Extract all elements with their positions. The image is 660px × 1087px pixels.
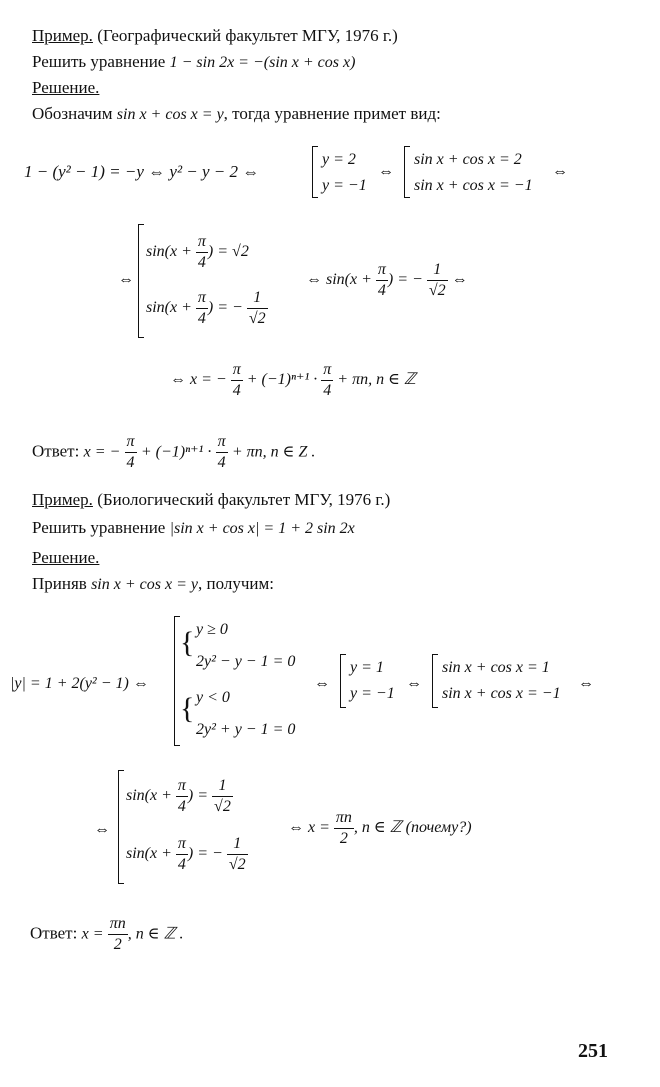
- example1-sys2-a: sin x + cos x = 2: [414, 151, 522, 168]
- one-num: 1: [227, 834, 248, 855]
- example2-c1: y ≥ 0: [196, 621, 228, 638]
- example2-bracket-sin: [118, 770, 124, 884]
- pin-num: πn: [108, 914, 128, 935]
- example2-s-pre-a: sin(x +: [126, 787, 172, 805]
- example1-frac-pi4-e: [321, 360, 333, 401]
- example1-sin-row-b: [146, 288, 268, 329]
- example2-answer: [30, 914, 184, 955]
- pi-num: π: [125, 432, 137, 453]
- example2-answer-frac: [108, 914, 128, 955]
- example2-brace2: {: [180, 692, 195, 725]
- example1-sys2-b: sin x + cos x = −1: [414, 177, 533, 194]
- example1-frac-pi4-a: [196, 232, 208, 273]
- example1-bracket1: [312, 146, 318, 198]
- four-den: 4: [177, 856, 186, 873]
- example2-task-label: Решить уравнение: [32, 518, 166, 537]
- example2-res-pre: ⇔ x =: [288, 819, 330, 837]
- example1-eq-line1: 1 − (y² − 1) = −y ⇔ y² − y − 2 ⇔: [24, 162, 260, 181]
- example1-frac-pi4-d: [231, 360, 243, 401]
- example2-frac-1sqrt2-b: [227, 834, 248, 875]
- example1-frac-1sqrt2-b: [247, 288, 268, 329]
- example1-bracket2: [404, 146, 410, 198]
- four-den: 4: [232, 382, 241, 399]
- example2-frac-1sqrt2-a: [212, 776, 233, 817]
- example2-sin-row-a: [126, 776, 233, 817]
- example1-answer-tail: + πn, n ∈ Z .: [231, 443, 316, 461]
- example2-mid1: ⇔: [314, 675, 330, 692]
- sqrt2-den: √2: [228, 856, 246, 873]
- example1-frac-pi4-g: [216, 432, 228, 473]
- example1-res-tail: + πn, n ∈ ℤ: [337, 371, 416, 389]
- example2-heading: Пример.: [32, 490, 93, 509]
- example1-equiv1: ⇔: [378, 163, 394, 180]
- example2-sin-row-b: [126, 834, 248, 875]
- example1-answer-label: Ответ:: [32, 441, 80, 461]
- example2-intro: [32, 574, 274, 595]
- example1-frac-pi4-c: [376, 260, 388, 301]
- example2-frac-pi4-a: [176, 776, 188, 817]
- example1-result: [170, 360, 416, 401]
- four-den: 4: [177, 798, 186, 815]
- example1-equiv3: ⇔: [118, 271, 134, 288]
- pin-num: πn: [334, 808, 354, 829]
- pi-num: π: [196, 288, 208, 309]
- example2-t2: sin x + cos x = −1: [442, 685, 561, 702]
- example2-lhs: |y| = 1 + 2(y² − 1) ⇔: [10, 675, 149, 692]
- example1-mid-text: ⇔ sin(x +: [306, 271, 372, 289]
- example2-header: [32, 490, 390, 510]
- example2-solution-label: Решение.: [32, 548, 100, 567]
- example1-mid-end: ) = −: [387, 271, 423, 289]
- four-den: 4: [197, 254, 206, 271]
- example2-res-tail: , n ∈ ℤ (почему?): [353, 819, 472, 837]
- example1-sys1-b: y = −1: [322, 177, 367, 194]
- example2-t1: sin x + cos x = 1: [442, 659, 550, 676]
- example2-y1: y = 1: [350, 659, 384, 676]
- example1-s3a-pre: sin(x +: [146, 243, 192, 261]
- example2-task-equation: |sin x + cos x| = 1 + 2 sin 2x: [169, 520, 355, 537]
- example2-c3: y < 0: [196, 689, 230, 706]
- example1-task-label: Решить уравнение: [32, 52, 166, 71]
- example2-result: [288, 808, 472, 849]
- pi-num: π: [231, 360, 243, 381]
- pi-num: π: [376, 260, 388, 281]
- example2-brace1: {: [180, 626, 195, 659]
- example2-answer-label: Ответ:: [30, 923, 78, 943]
- example1-solution-label: Решение.: [32, 78, 100, 97]
- example1-frac-pi4-f: [125, 432, 137, 473]
- pi-num: π: [176, 834, 188, 855]
- example1-intro: [32, 104, 441, 125]
- pi-num: π: [321, 360, 333, 381]
- example1-sys1-a: y = 2: [322, 151, 356, 168]
- four-den: 4: [323, 382, 332, 399]
- example1-sin-row-a: [146, 232, 249, 273]
- pi-num: π: [196, 232, 208, 253]
- example2-mid2: ⇔: [406, 675, 422, 692]
- example1-frac-1sqrt2-c: [427, 260, 448, 301]
- two-den: 2: [113, 936, 122, 953]
- example2-s-post-a: ) =: [187, 787, 209, 805]
- example1-heading: Пример.: [32, 26, 93, 45]
- example2-y2: y = −1: [350, 685, 395, 702]
- example2-bracket-y: [340, 654, 346, 708]
- one-num: 1: [212, 776, 233, 797]
- example1-equiv2: ⇔: [552, 163, 568, 180]
- example1-res-mid: + (−1)ⁿ⁺¹ ·: [246, 371, 318, 389]
- example2-s-post-b: ) = −: [187, 845, 223, 863]
- example1-s3b-pre: sin(x +: [146, 299, 192, 317]
- sqrt2-den: √2: [428, 282, 446, 299]
- four-den: 4: [197, 310, 206, 327]
- example1-equiv4: ⇔: [451, 271, 468, 289]
- example1-intro-sub: sin x + cos x = y: [116, 106, 224, 123]
- example1-frac-pi4-b: [196, 288, 208, 329]
- example1-intro-text: Обозначим: [32, 104, 113, 123]
- example1-s3a-post: ) = √2: [207, 243, 249, 261]
- example2-s-pre-b: sin(x +: [126, 845, 172, 863]
- example2-equiv-left: ⇔: [94, 821, 110, 838]
- example1-answer: [32, 432, 315, 473]
- example1-answer-mid: + (−1)ⁿ⁺¹ ·: [140, 443, 212, 461]
- pi-num: π: [176, 776, 188, 797]
- four-den: 4: [217, 454, 226, 471]
- example1-res-pre: ⇔ x = −: [170, 371, 227, 389]
- example2-answer-pre: x =: [81, 925, 104, 943]
- example2-source: (Биологический факультет МГУ, 1976 г.): [97, 490, 391, 509]
- example2-task: [32, 518, 355, 539]
- four-den: 4: [377, 282, 386, 299]
- example2-end: ⇔: [578, 675, 594, 692]
- example2-frac-pin2: [334, 808, 354, 849]
- page-number: 251: [578, 1040, 608, 1062]
- four-den: 4: [126, 454, 135, 471]
- sqrt2-den: √2: [248, 310, 266, 327]
- example1-intro-tail: , тогда уравнение примет вид:: [223, 104, 441, 123]
- example1-task-equation: 1 − sin 2x = −(sin x + cos x): [169, 54, 356, 71]
- example1-s3b-post: ) = −: [207, 299, 243, 317]
- example1-source: (Географический факультет МГУ, 1976 г.): [97, 26, 398, 45]
- one-num: 1: [247, 288, 268, 309]
- example1-bracket3: [138, 224, 144, 338]
- example1-mid-eq: [306, 260, 468, 301]
- sqrt2-den: √2: [214, 798, 231, 815]
- example2-intro-tail: , получим:: [197, 574, 274, 593]
- example2-frac-pi4-b: [176, 834, 188, 875]
- example1-header: [32, 26, 398, 46]
- example1-answer-pre: x = −: [83, 443, 121, 461]
- example2-c2: 2y² − y − 1 = 0: [196, 653, 296, 670]
- example2-c4: 2y² + y − 1 = 0: [196, 721, 296, 738]
- example2-bracket-t: [432, 654, 438, 708]
- example1-task: [32, 52, 355, 73]
- example2-intro-text: Приняв: [32, 574, 87, 593]
- two-den: 2: [339, 830, 348, 847]
- pi-num: π: [216, 432, 228, 453]
- one-num: 1: [427, 260, 448, 281]
- example2-intro-sub: sin x + cos x = y: [91, 576, 198, 593]
- example2-answer-tail: , n ∈ ℤ .: [127, 925, 184, 943]
